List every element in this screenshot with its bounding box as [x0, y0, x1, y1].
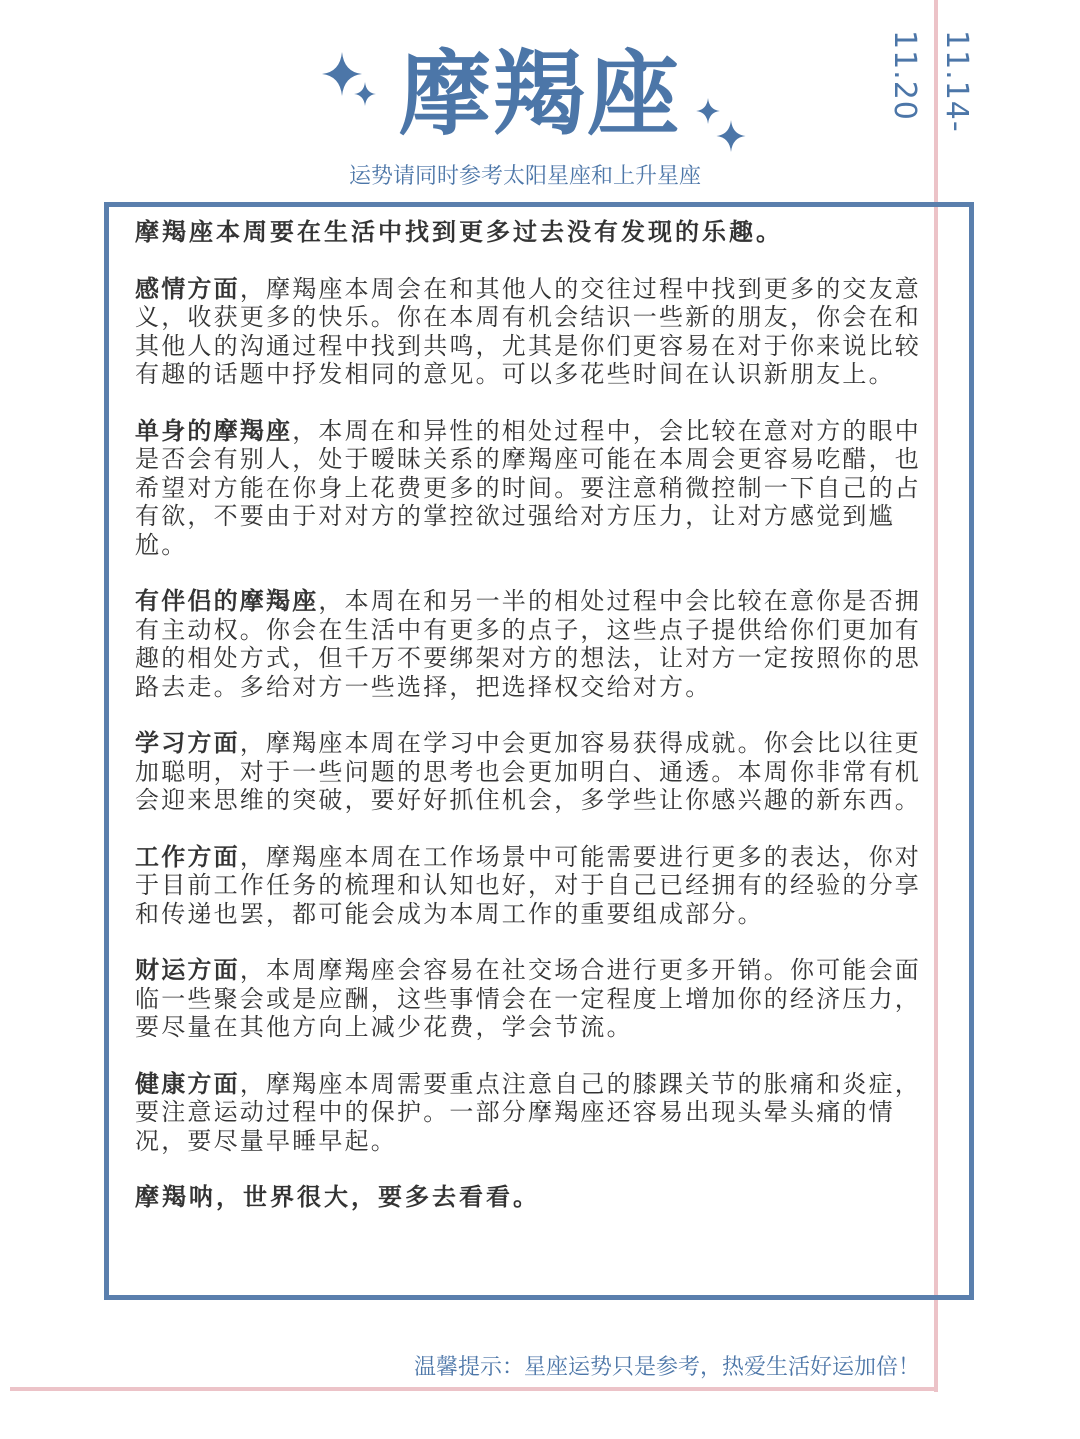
horoscope-content: [135, 218, 925, 1278]
sparkle-icon: [354, 82, 376, 106]
section-label: 健康方面: [135, 1069, 240, 1098]
section-text: ，摩羯座本周在工作场景中可能需要进行更多的表达，你对于目前工作任务的梳理和认知也好，对于自己已经拥有的经验的分享和传递也罢，都可能会成为本周工作的重要组成部分。: [135, 842, 922, 928]
section-single: [135, 417, 925, 560]
section-wealth: [135, 956, 925, 1042]
date-range: 11.14-11.20: [887, 30, 974, 133]
section-work: [135, 843, 925, 929]
section-study: [135, 729, 925, 815]
section-text: ，本周摩羯座会容易在社交场合进行更多开销。你可能会面临一些聚会或是应酬，这些事情会在一定程度上增加你的经济压力，要尽量在其他方向上减少花费，学会节流。: [135, 956, 922, 1041]
section-text: ，摩羯座本周会在和其他人的交往过程中找到更多的交友意义，收获更多的快乐。你在本周有机会结识一些新的朋友，你会在和其他人的沟通过程中找到共鸣，尤其是你们更容易在对于你来说比较有趣的话题中抒发相同的意见。可以多花些时间在认识新朋友上。: [135, 274, 922, 388]
section-text: ，摩羯座本周在学习中会更加容易获得成就。你会比以往更加聪明，对于一些问题的思考也会更加明白、通透。本周你非常有机会迎来思维的突破，要好好抓住机会，多学些让你感兴趣的新东西。: [135, 729, 922, 814]
section-label: 单身的摩羯座: [135, 416, 293, 445]
section-text: ，摩羯座本周需要重点注意自己的膝踝关节的胀痛和炎症，要注意运动过程中的保护。一部分摩羯座还容易出现头晕头痛的情况，要尽量早睡早起。: [135, 1069, 922, 1155]
section-text: ，本周在和另一半的相处过程中会比较在意你是否拥有主动权。你会在生活中有更多的点子，这些点子提供给你们更加有趣的相处方式，但千万不要绑架对方的想法，让对方一定按照你的思路去走。多给对方一些选择，把选择权交给对方。: [135, 587, 922, 701]
section-label: 财运方面: [135, 956, 240, 984]
section-label: 感情方面: [135, 274, 240, 303]
section-label: 工作方面: [135, 842, 240, 871]
section-love: [135, 275, 925, 389]
section-label: 有伴侣的摩羯座: [135, 587, 319, 615]
subtitle: 运势请同时参考太阳星座和上升星座: [348, 164, 701, 189]
section-text: ，本周在和异性的相处过程中，会比较在意对方的眼中是否会有别人，处于暧昧关系的摩羯座可能在本周会更容易吃醋，也希望对方能在你身上花费更多的时间。要注意稍微控制一下自己的占有欲，不要由于对对方的掌控欲过强给对方压力，让对方感觉到尴尬。: [135, 416, 922, 559]
sparkle-icon: [716, 120, 746, 152]
closing-line: 摩羯呐，世界很大，要多去看看。: [135, 1183, 540, 1211]
section-partnered: [135, 587, 925, 701]
intro-line: 摩羯座本周要在生活中找到更多过去没有发现的乐趣。: [135, 218, 783, 246]
section-label: 学习方面: [135, 729, 240, 757]
pink-horizontal-line: [10, 1387, 938, 1391]
footer-tip: 温馨提示：星座运势只是参考，热爱生活好运加倍！: [413, 1355, 920, 1380]
section-health: [135, 1070, 925, 1156]
page-title: 摩羯座: [398, 41, 681, 148]
